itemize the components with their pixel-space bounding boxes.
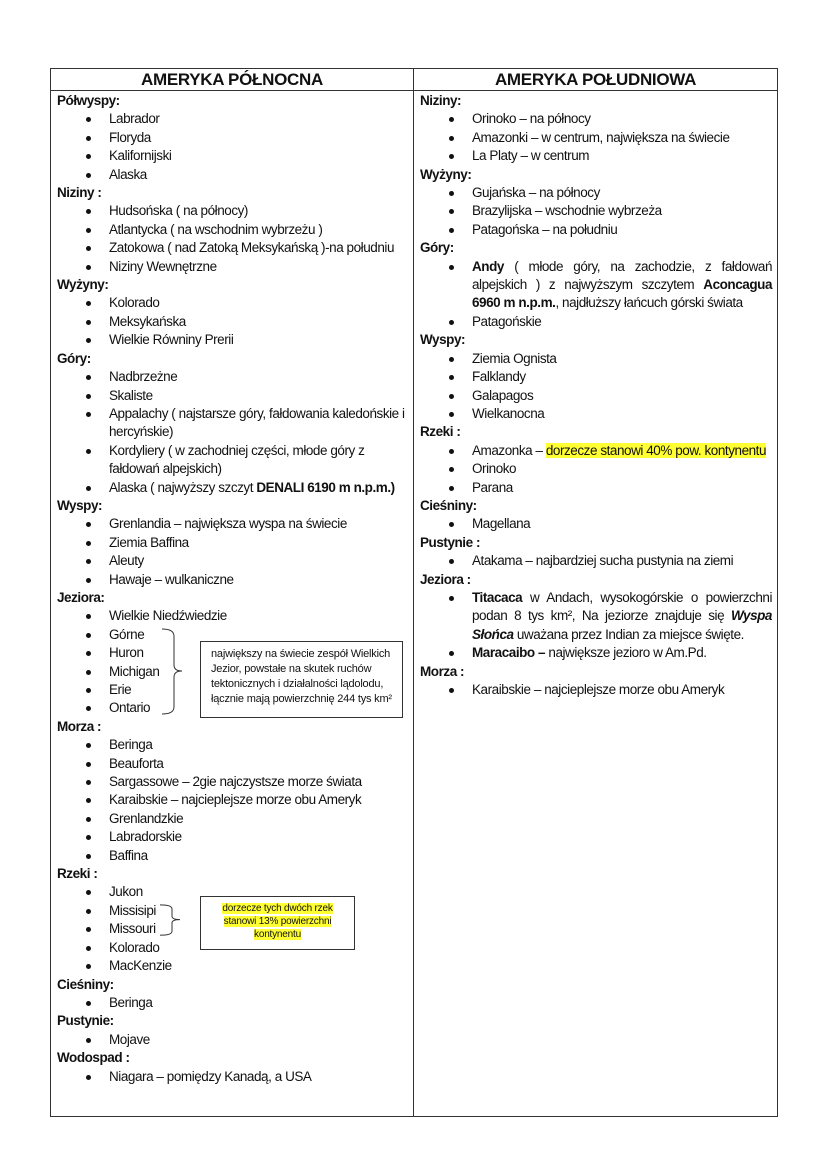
item-text: Brazylijska – wschodnie wybrzeża xyxy=(472,203,662,219)
item-text: La Platy – w centrum xyxy=(472,148,590,164)
item-text: Baffina xyxy=(109,847,148,863)
list-item xyxy=(57,147,412,165)
item-text: Appalachy ( najstarsze góry, fałdowania kaledońskie i hercyńskie) xyxy=(109,405,405,440)
section-title: Wyspy: xyxy=(420,332,466,348)
item-text: Amazonki – w centrum, największa na świecie xyxy=(472,129,730,145)
header-south-america: AMERYKA POŁUDNIOWA xyxy=(414,69,777,91)
list-item xyxy=(57,736,412,754)
item-text: Ziemia Ognista xyxy=(472,350,557,366)
list-item xyxy=(57,479,412,497)
list-item xyxy=(57,773,412,791)
item-text: Alaska ( najwyższy szczyt xyxy=(109,479,257,495)
item-text: Andy xyxy=(472,258,504,274)
list-item xyxy=(57,294,412,312)
list-item xyxy=(57,828,412,846)
list-item xyxy=(57,110,412,128)
item-text: Patagońskie xyxy=(472,313,542,329)
list-item xyxy=(420,479,772,497)
header-north-america: AMERYKA PÓŁNOCNA xyxy=(51,69,414,91)
item-text: Zatokowa ( nad Zatoką Meksykańską )-na południu xyxy=(109,240,395,256)
list-item xyxy=(57,387,412,405)
list-item xyxy=(420,644,772,662)
item-text: Górne xyxy=(109,626,145,642)
list-item xyxy=(420,350,772,368)
list-item xyxy=(420,202,772,220)
list-item xyxy=(57,515,412,533)
item-text: Missouri xyxy=(109,921,156,937)
column-divider xyxy=(413,69,414,1116)
list-item xyxy=(420,387,772,405)
list-item xyxy=(420,515,772,533)
list-item xyxy=(57,791,412,809)
list-item xyxy=(57,221,412,239)
list-item xyxy=(420,110,772,128)
section-title: Wyspy: xyxy=(57,497,103,513)
item-text: Meksykańska xyxy=(109,313,186,329)
item-text: Grenlandzkie xyxy=(109,810,184,826)
item-text: Parana xyxy=(472,479,513,495)
item-text: Atlantycka ( na wschodnim wybrzeżu ) xyxy=(109,221,323,237)
section-title: Rzeki : xyxy=(57,866,98,882)
section-title: Morza : xyxy=(57,718,102,734)
list-item xyxy=(420,313,772,331)
item-text: Erie xyxy=(109,682,132,697)
list-item xyxy=(420,368,772,386)
list-item xyxy=(57,534,412,552)
section-title: Cieśniny: xyxy=(57,976,114,992)
item-text: Jukon xyxy=(109,884,143,900)
item-text: Maracaibo – xyxy=(472,645,546,661)
section-title: Cieśniny: xyxy=(420,497,477,513)
item-text: , najdłuższy łańcuch górski świata xyxy=(555,295,743,311)
list-item xyxy=(57,755,412,773)
list-item xyxy=(57,1031,412,1049)
item-text: Kolorado xyxy=(109,939,160,955)
list-item xyxy=(420,221,772,239)
item-text: Kordyliery ( w zachodniej części, młode góry z fałdowań alpejskich) xyxy=(109,442,365,477)
item-text: Skaliste xyxy=(109,387,153,403)
rivers-note-text: dorzecze tych dwóch rzek stanowi 13% powierzchni kontynentu xyxy=(222,902,333,940)
item-text: Beringa xyxy=(109,737,153,753)
list-item xyxy=(57,368,412,386)
item-text: Hudsońska ( na północy) xyxy=(109,203,248,219)
item-text: ( młode góry, na zachodzie, z fałdowań alpejskich ) z najwyższym szczytem xyxy=(472,258,772,293)
item-text: Sargassowe – 2gie najczystsze morze świata xyxy=(109,774,362,790)
list-item xyxy=(57,571,412,589)
list-item xyxy=(57,405,412,442)
item-text: Beauforta xyxy=(109,755,164,771)
section-title: Jeziora : xyxy=(420,571,471,587)
highlighted-text: dorzecze stanowi 40% pow. kontynentu xyxy=(545,442,767,458)
item-text: Grenlandia – największa wyspa na świecie xyxy=(109,516,347,532)
list-item xyxy=(57,810,412,828)
item-text: Patagońska – na południu xyxy=(472,221,618,237)
list-item xyxy=(57,239,412,257)
list-item xyxy=(57,847,412,865)
item-text: Floryda xyxy=(109,129,151,145)
section-title: Jeziora: xyxy=(57,589,105,605)
item-text: Nadbrzeżne xyxy=(109,369,178,385)
item-text: Beringa xyxy=(109,994,153,1010)
list-item xyxy=(57,202,412,220)
list-item xyxy=(420,147,772,165)
list-item xyxy=(420,258,772,313)
section-title: Niziny: xyxy=(420,93,462,108)
item-text: Kolorado xyxy=(109,295,160,311)
list-item xyxy=(57,552,412,570)
item-text: Hawaje – wulkaniczne xyxy=(109,571,234,587)
list-item xyxy=(57,957,412,975)
list-item xyxy=(420,405,772,423)
item-text: MacKenzie xyxy=(109,958,172,974)
list-item xyxy=(57,1068,412,1086)
item-text: Huron xyxy=(109,645,144,661)
item-text: Karaibskie – najcieplejsze morze obu Ameryk xyxy=(472,682,725,697)
list-item xyxy=(57,607,412,625)
great-lakes-note: największy na świecie zespół Wielkich Jezior, powstałe na skutek ruchów tektonicznych i działalności lądolodu, łącznie mają powierzchnię 244 tys km² xyxy=(200,641,403,718)
section-title: Półwyspy: xyxy=(57,93,120,108)
list-item xyxy=(57,129,412,147)
list-item xyxy=(57,313,412,331)
item-text: Aleuty xyxy=(109,553,144,569)
section-title: Pustynie: xyxy=(57,1013,114,1029)
item-text: Wyspa Słońca xyxy=(472,608,772,642)
section-title: Wyżyny: xyxy=(57,277,109,293)
section-title: Pustynie : xyxy=(420,534,481,550)
section-title: Wodospad : xyxy=(57,1050,130,1066)
item-text: największe jezioro w Am.Pd. xyxy=(545,645,707,661)
great-lakes-brace-icon xyxy=(160,628,184,716)
list-item xyxy=(420,184,772,202)
list-item xyxy=(420,589,772,644)
item-text: Gujańska – na północy xyxy=(472,185,600,201)
section-title: Niziny : xyxy=(57,185,102,201)
list-item xyxy=(420,460,772,478)
item-text: Mojave xyxy=(109,1031,150,1047)
list-item xyxy=(57,994,412,1012)
item-text: Ziemia Baffina xyxy=(109,534,189,550)
item-text: Labradorskie xyxy=(109,829,182,845)
list-item xyxy=(57,442,412,479)
item-text: Niziny Wewnętrzne xyxy=(109,258,217,274)
rivers-note xyxy=(200,896,355,950)
list-item xyxy=(57,331,412,349)
section-title: Góry: xyxy=(420,240,454,256)
item-text: Kalifornijski xyxy=(109,148,172,164)
item-text: Karaibskie – najcieplejsze morze obu Ameryk xyxy=(109,792,362,808)
item-text: Wielkanocna xyxy=(472,405,545,421)
list-item xyxy=(420,129,772,147)
item-text: w Andach, wysokogórskie o powierzchni podan 8 tys km², Na jeziorze znajduje się xyxy=(472,589,772,624)
list-item xyxy=(420,442,772,460)
item-text: uważana przez Indian za miejsce święte. xyxy=(513,626,744,642)
list-item xyxy=(57,166,412,184)
item-text: Titacaca xyxy=(472,589,523,605)
list-item xyxy=(420,552,772,570)
item-text: Amazonka – xyxy=(472,442,546,458)
item-text: Galapagos xyxy=(472,387,534,403)
item-text: Aconcagua 6960 m n.p.m. xyxy=(472,277,772,311)
geography-table xyxy=(50,68,778,1117)
item-text: Orinoko xyxy=(472,461,517,477)
item-text: Labrador xyxy=(109,111,160,127)
list-item xyxy=(57,258,412,276)
item-text: Atakama – najbardziej sucha pustynia na ziemi xyxy=(472,553,734,569)
item-text: Wielkie Niedźwiedzie xyxy=(109,608,227,624)
item-text: Falklandy xyxy=(472,369,526,385)
item-text: DENALI 6190 m n.p.m.) xyxy=(256,479,395,495)
item-text: Wielkie Równiny Prerii xyxy=(109,332,234,348)
section-title: Wyżyny: xyxy=(420,166,472,182)
item-text: Ontario xyxy=(109,700,151,716)
section-title: Morza : xyxy=(420,663,465,679)
item-text: Missisipi xyxy=(109,902,156,918)
item-text: Michigan xyxy=(109,663,160,679)
south-america-column xyxy=(420,92,772,699)
item-text: Magellana xyxy=(472,516,531,532)
item-text: Alaska xyxy=(109,166,147,182)
section-title: Góry: xyxy=(57,350,91,366)
item-text: Niagara – pomiędzy Kanadą, a USA xyxy=(109,1068,312,1084)
item-text: Orinoko – na północy xyxy=(472,111,591,127)
section-title: Rzeki : xyxy=(420,424,461,440)
list-item xyxy=(420,681,772,699)
rivers-brace-icon xyxy=(158,904,182,937)
